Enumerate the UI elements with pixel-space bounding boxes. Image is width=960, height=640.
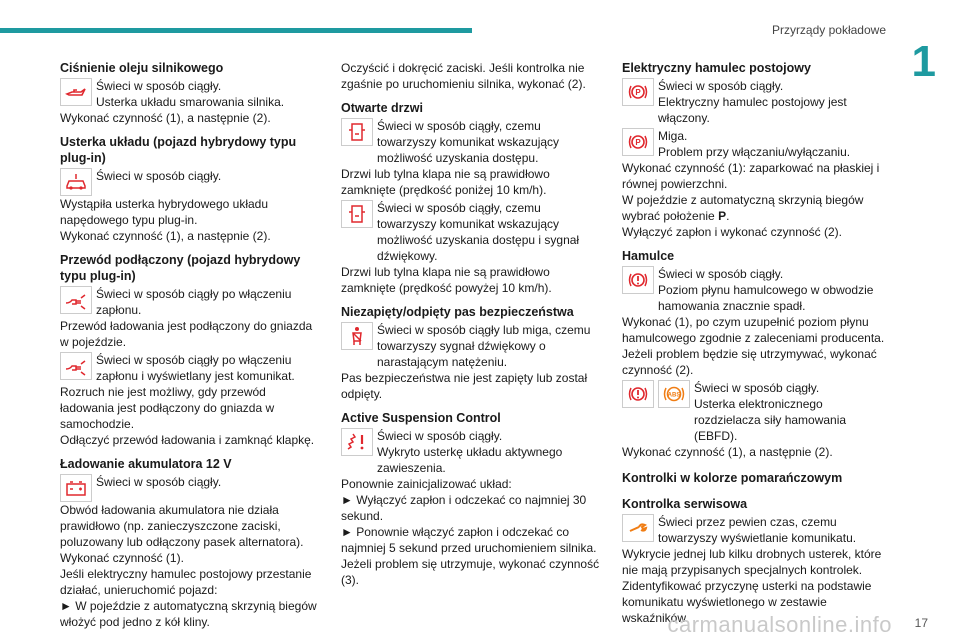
indicator-entry (622, 514, 888, 546)
svg-text:ABS: ABS (667, 392, 681, 399)
indicator-entry (60, 168, 322, 196)
charging-plug-icon (60, 352, 92, 380)
open-door-icon (341, 200, 373, 228)
text-line: Wykonać czynność (1). (60, 551, 184, 565)
text-line: Świeci w sposób ciągły po włączeniu zapłonu i wyświetlany jest komunikat. (96, 353, 295, 383)
text-line: Usterka układu smarowania silnika. (96, 95, 285, 109)
text-line: Wykonać (1), po czym uzupełnić poziom płynu hamulcowego zgodnie z zaleceniami producenta. (622, 315, 885, 345)
text-part: . (726, 209, 730, 223)
abs-icon (658, 380, 690, 408)
column-1 (60, 60, 322, 630)
indicator-entry (341, 428, 603, 476)
text-line: Miga. (658, 129, 688, 143)
section-title: Otwarte drzwi (341, 101, 423, 115)
column-3 (622, 60, 888, 626)
text-line: Świeci w sposób ciągły, czemu towarzyszy komunikat wskazujący możliwość uzyskania dostępu. (377, 119, 560, 165)
indicator-entry (341, 200, 603, 264)
column-2 (341, 60, 603, 588)
text-line: Rozruch nie jest możliwy, gdy przewód ładowania jest podłączony do gniazda w samochodzie. (60, 385, 275, 431)
header-bar (0, 28, 472, 33)
text-line: Wystąpiła usterka hybrydowego układu napędowego typu plug-in. (60, 197, 269, 227)
text-line: Świeci w sposób ciągły. (96, 475, 222, 489)
indicator-entry (60, 474, 322, 502)
text-line: Jeżeli problem się utrzymuje, wykonać czynność (3). (341, 557, 600, 587)
section-title: Ciśnienie oleju silnikowego (60, 61, 224, 75)
wrench-icon (622, 514, 654, 542)
hybrid-car-warning-icon (60, 168, 92, 196)
section-title: Kontrolki w kolorze pomarańczowym (622, 471, 843, 485)
page-number: 17 (914, 616, 928, 630)
section-title: Elektryczny hamulec postojowy (622, 61, 811, 75)
indicator-entry (622, 266, 888, 314)
watermark: carmanualsonline.info (667, 612, 892, 637)
text-line: Wykryto usterkę układu aktywnego zawieszenia. (377, 445, 563, 475)
text-line: Świeci w sposób ciągły. (96, 169, 222, 183)
text-line: Świeci w sposób ciągły lub miga, czemu towarzyszy sygnał dźwiękowy o narastającym natężeniu. (377, 323, 591, 369)
text-line: Elektryczny hamulec postojowy jest włączony. (658, 95, 847, 125)
text-line: Problem przy włączaniu/wyłączaniu. (658, 145, 851, 159)
text-line: Świeci w sposób ciągły. (694, 381, 820, 395)
text-line: Świeci w sposób ciągły. (658, 79, 784, 93)
indicator-entry (60, 352, 322, 384)
oil-can-icon (60, 78, 92, 106)
indicator-entry (622, 78, 888, 126)
text-line: Drzwi lub tylna klapa nie są prawidłowo zamknięte (prędkość powyżej 10 km/h). (341, 265, 552, 295)
text-line: Poziom płynu hamulcowego w obwodzie hamowania znacznie spadł. (658, 283, 874, 313)
indicator-entry (60, 78, 322, 110)
open-door-icon (341, 118, 373, 146)
indicator-entry (341, 322, 603, 370)
text-line: Jeżeli problem będzie się utrzymywać, wykonać czynność (2). (622, 347, 877, 377)
section-title: Niezapięty/odpięty pas bezpieczeństwa (341, 305, 574, 319)
text-line: Świeci w sposób ciągły, czemu towarzyszy komunikat wskazujący możliwość uzyskania dostępu i sygnał dźwiękowy. (377, 201, 580, 263)
indicator-entry (341, 118, 603, 166)
indicator-entry (60, 286, 322, 318)
indicator-entry (622, 128, 888, 160)
text-line: Usterka elektronicznego rozdzielacza siły hamowania (EBFD). (694, 397, 847, 443)
chapter-title: Przyrządy pokładowe (771, 23, 886, 37)
text-line: Wykonać czynność (1), a następnie (2). (622, 445, 833, 459)
chapter-number: 1 (911, 37, 936, 86)
text-line: Obwód ładowania akumulatora nie działa prawidłowo (np. zanieczyszczone zaciski, poluzowany lub odłączony pasek alternatora). (60, 503, 304, 549)
text-line: Ponownie zainicjalizować układ: (341, 477, 512, 491)
section-title: Przewód podłączony (pojazd hybrydowy typu plug-in) (60, 253, 301, 283)
text-line: Przewód ładowania jest podłączony do gniazda w pojeździe. (60, 319, 313, 349)
section-title: Active Suspension Control (341, 411, 501, 425)
parking-brake-icon (622, 128, 654, 156)
text-line: Zidentyfikować przyczynę usterki na podstawie komunikatu wyświetlonego w zestawie wskaźników. (622, 579, 872, 625)
suspension-warning-icon (341, 428, 373, 456)
text-line: Wykonać czynność (1), a następnie (2). (60, 111, 271, 125)
text-part: W pojeździe z automatyczną skrzynią biegów wybrać położenie (622, 193, 864, 223)
seatbelt-icon (341, 322, 373, 350)
text-line: Drzwi lub tylna klapa nie są prawidłowo zamknięte (prędkość poniżej 10 km/h). (341, 167, 550, 197)
section-title: Usterka układu (pojazd hybrydowy typu plug-in) (60, 135, 297, 165)
text-line: Wykonać czynność (1): zaparkować na płaskiej i równej powierzchni. (622, 161, 880, 191)
bullet-item: ► Ponownie włączyć zapłon i odczekać co najmniej 5 sekund przed uruchomieniem silnika. (341, 524, 603, 556)
section-title: Hamulce (622, 249, 675, 263)
section-title: Ładowanie akumulatora 12 V (60, 457, 232, 471)
section-title: Kontrolka serwisowa (622, 497, 748, 511)
text-line: Świeci w sposób ciągły. (96, 79, 222, 93)
svg-text:P: P (635, 88, 641, 97)
text-line: Odłączyć przewód ładowania i zamknąć klapkę. (60, 433, 315, 447)
parking-brake-icon (622, 78, 654, 106)
text-line (622, 192, 888, 224)
text-line: Świeci w sposób ciągły po włączeniu zapłonu. (96, 287, 292, 317)
brake-warning-icon (622, 380, 654, 408)
text-line: Wyłączyć zapłon i wykonać czynność (2). (622, 225, 842, 239)
text-line: Świeci w sposób ciągły. (377, 429, 503, 443)
bullet-item: ► Wyłączyć zapłon i odczekać co najmniej 30 sekund. (341, 492, 603, 524)
text-line: Wykrycie jednej lub kilku drobnych usterek, które nie mają przypisanych specjalnych kontrolek. (622, 547, 882, 577)
text-line: Jeśli elektryczny hamulec postojowy przestanie działać, unieruchomić pojazd: (60, 567, 312, 597)
battery-icon (60, 474, 92, 502)
text-line: Pas bezpieczeństwa nie jest zapięty lub został odpięty. (341, 371, 588, 401)
indicator-entry (622, 380, 888, 444)
text-line: Świeci przez pewien czas, czemu towarzyszy wyświetlanie komunikatu. (658, 515, 857, 545)
bullet-item: ► W pojeździe z automatyczną skrzynią biegów włożyć pod jedno z kół kliny. (60, 598, 322, 630)
brake-warning-icon (622, 266, 654, 294)
text-line: Wykonać czynność (1), a następnie (2). (60, 229, 271, 243)
svg-text:P: P (635, 138, 641, 147)
gear-p-label: P (718, 209, 727, 223)
text-line: Oczyścić i dokręcić zaciski. Jeśli kontrolka nie zgaśnie po uruchomieniu silnika, wykonać (2). (341, 61, 586, 91)
charging-plug-icon (60, 286, 92, 314)
text-line: Świeci w sposób ciągły. (658, 267, 784, 281)
